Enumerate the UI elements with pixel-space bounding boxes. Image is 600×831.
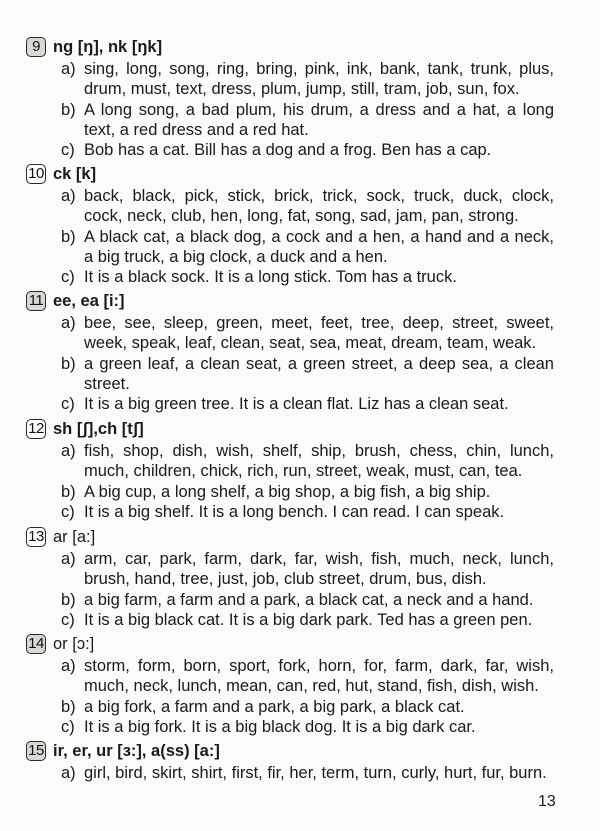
item-text: A big cup, a long shelf, a big shop, a big fish, a big ship. [84, 482, 491, 501]
exercise-number-badge: 11 [26, 291, 46, 311]
exercise-9 [26, 36, 566, 163]
exercise-item [26, 697, 566, 717]
item-text: a big farm, a farm and a park, a black cat, a neck and a hand. [84, 590, 534, 609]
item-label: b) [61, 482, 76, 501]
exercise-heading [26, 740, 566, 763]
item-label: b) [61, 697, 76, 716]
item-text: fish, shop, dish, wish, shelf, ship, brush, chess, chin, lunch, much, children, chick, rich, run, street, weak, must, can, tea. [84, 442, 554, 481]
exercise-13 [26, 526, 566, 633]
exercise-item [26, 100, 566, 141]
item-label: b) [61, 590, 76, 609]
item-label: a) [61, 442, 76, 460]
exercise-title: ee, ea [i:] [53, 292, 125, 310]
exercise-heading [26, 163, 566, 186]
exercise-item [26, 186, 566, 227]
exercise-item [26, 763, 566, 783]
exercise-item [26, 441, 566, 482]
exercise-item [26, 227, 566, 268]
exercise-title: or [ɔ:] [53, 635, 95, 653]
item-text: A black cat, a black dog, a cock and a hen, a hand and a neck, a big truck, a big clock, a duck and a hen. [84, 227, 554, 266]
exercise-item [26, 610, 566, 630]
exercise-heading [26, 36, 566, 59]
exercise-10 [26, 163, 566, 290]
exercise-item [26, 482, 566, 502]
textbook-page [0, 36, 600, 786]
exercise-title: ck [k] [53, 165, 97, 183]
item-text: a green leaf, a clean seat, a green street, a deep sea, a clean street. [84, 354, 554, 393]
exercise-item [26, 656, 566, 697]
exercise-item [26, 59, 566, 100]
page-number: 13 [538, 793, 556, 810]
item-label: a) [61, 764, 76, 782]
item-text: arm, car, park, farm, dark, far, wish, fish, much, neck, lunch, brush, hand, tree, just, job, club street, drum, bus, dish. [84, 550, 554, 589]
exercise-title: ar [a:] [53, 528, 96, 546]
item-label: a) [61, 60, 76, 78]
exercise-heading [26, 633, 566, 656]
item-text: It is a big green tree. It is a clean flat. Liz has a clean seat. [84, 395, 509, 414]
exercise-item [26, 502, 566, 522]
item-label: c) [61, 717, 75, 736]
item-text: bee, see, sleep, green, meet, feet, tree, deep, street, sweet, week, speak, leaf, clean, seat, sea, meat, dream, team, weak. [84, 314, 554, 353]
exercise-11 [26, 290, 566, 418]
item-label: a) [61, 657, 76, 675]
item-text: It is a big shelf. It is a long bench. I can read. I can speak. [84, 502, 505, 521]
exercise-item [26, 354, 566, 395]
item-label: a) [61, 314, 76, 332]
item-label: a) [61, 550, 76, 568]
item-text: girl, bird, skirt, shirt, first, fir, her, term, turn, curly, hurt, fur, burn. [84, 764, 547, 782]
exercise-number-badge: 10 [26, 164, 46, 184]
exercise-item [26, 549, 566, 590]
item-text: storm, form, born, sport, fork, horn, for, farm, dark, far, wish, much, neck, lunch, mean, can, red, hut, stand, fish, dish, wish. [84, 657, 554, 696]
exercise-item [26, 140, 566, 160]
exercise-number-badge: 14 [26, 634, 46, 654]
item-text: back, black, pick, stick, brick, trick, sock, truck, duck, clock, cock, neck, club, hen, long, fat, song, sad, jam, pan, strong. [84, 187, 554, 226]
item-label: b) [61, 100, 76, 119]
exercise-number-badge: 15 [26, 741, 46, 761]
exercise-title: ng [ŋ], nk [ŋk] [53, 38, 163, 56]
item-label: c) [61, 268, 75, 287]
item-text: Bob has a cat. Bill has a dog and a frog. Ben has a cap. [84, 141, 492, 160]
exercise-item [26, 590, 566, 610]
item-text: A long song, a bad plum, his drum, a dress and a hat, a long text, a red dress and a red hat. [84, 100, 554, 139]
item-label: b) [61, 354, 76, 373]
item-text: It is a big fork. It is a big black dog. It is a big dark car. [84, 717, 476, 736]
item-text: It is a big black cat. It is a big dark park. Ted has a green pen. [84, 610, 533, 629]
exercise-number-badge: 9 [26, 37, 46, 57]
exercise-heading [26, 418, 566, 441]
item-text: It is a black sock. It is a long stick. Tom has a truck. [84, 268, 457, 287]
item-label: c) [61, 395, 75, 414]
item-label: c) [61, 502, 75, 521]
exercise-number-badge: 12 [26, 419, 46, 439]
exercise-item [26, 717, 566, 737]
exercise-item [26, 267, 566, 287]
exercise-item [26, 394, 566, 414]
exercise-number-badge: 13 [26, 527, 46, 547]
exercise-heading [26, 290, 566, 313]
item-label: c) [61, 610, 75, 629]
item-label: b) [61, 227, 76, 246]
exercise-item [26, 313, 566, 354]
item-text: sing, long, song, ring, bring, pink, ink, bank, tank, trunk, plus, drum, must, text, dress, plum, jump, still, tram, job, sun, fox. [84, 60, 554, 99]
exercise-heading [26, 526, 566, 549]
item-text: a big fork, a farm and a park, a big park, a black cat. [84, 697, 465, 716]
exercise-12 [26, 418, 566, 526]
item-label: c) [61, 141, 75, 160]
exercise-title: ir, er, ur [ɜ:], a(ss) [a:] [53, 742, 220, 760]
exercise-title: sh [ʃ],ch [tʃ] [53, 420, 144, 438]
exercise-14 [26, 633, 566, 740]
exercise-15 [26, 740, 566, 786]
item-label: a) [61, 187, 76, 205]
